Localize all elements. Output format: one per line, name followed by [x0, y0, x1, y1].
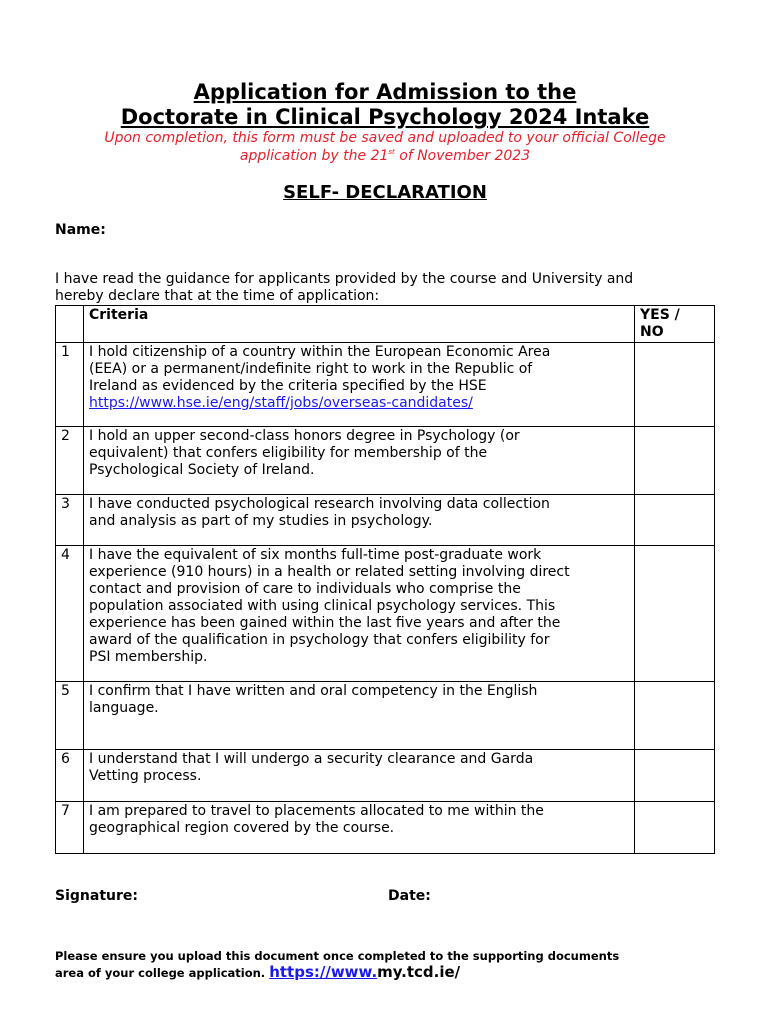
yes-no-answer-cell[interactable] — [635, 750, 715, 802]
criteria-text-line: award of the qualification in psychology that confers eligibility for — [89, 632, 550, 648]
criteria-number: 3 — [56, 495, 84, 546]
criteria-text-cell — [84, 546, 635, 682]
criteria-table — [55, 305, 715, 854]
document-title — [0, 80, 770, 130]
college-portal-link-rest[interactable]: my.tcd.ie/ — [377, 963, 461, 981]
criteria-text-line: I have conducted psychological research involving data collection — [89, 496, 550, 512]
criteria-text-line: Vetting process. — [89, 768, 202, 784]
declaration-intro — [55, 271, 720, 305]
yes-no-answer-cell[interactable] — [635, 682, 715, 750]
notice-line-2-post: of November 2023 — [394, 147, 531, 164]
criteria-text-line: PSI membership. — [89, 649, 208, 665]
criteria-text-cell — [84, 495, 635, 546]
criteria-text-line: I have the equivalent of six months full-time post-graduate work — [89, 547, 542, 563]
table-header-row — [56, 306, 715, 343]
intro-line-2: hereby declare that at the time of application: — [55, 288, 380, 304]
criteria-text-line: I understand that I will undergo a security clearance and Garda — [89, 751, 534, 767]
notice-line-2-pre: application by the 21 — [239, 147, 389, 164]
header-yes-label: YES / — [640, 307, 680, 323]
header-number-cell — [56, 306, 84, 343]
submission-notice — [0, 130, 770, 165]
notice-ordinal-suffix: st — [388, 147, 395, 156]
criteria-text-line: experience (910 hours) in a health or related setting involving direct — [89, 564, 570, 580]
criteria-text-line: equivalent) that confers eligibility for membership of the — [89, 445, 488, 461]
criteria-text-cell — [84, 750, 635, 802]
intro-line-1: I have read the guidance for applicants provided by the course and University and — [55, 271, 634, 287]
hse-overseas-candidates-link[interactable]: https://www.hse.ie/eng/staff/jobs/overseas-candidates/ — [89, 395, 473, 411]
criteria-number: 2 — [56, 427, 84, 495]
criteria-row — [56, 546, 715, 682]
criteria-text-cell — [84, 802, 635, 854]
notice-line-1: Upon completion, this form must be saved and uploaded to your official College — [104, 130, 666, 146]
criteria-text-cell — [84, 427, 635, 495]
criteria-row — [56, 495, 715, 546]
criteria-text-line: I confirm that I have written and oral competency in the English — [89, 683, 538, 699]
header-yes-no-cell — [635, 306, 715, 343]
header-no-label: NO — [640, 324, 664, 340]
header-criteria-label: Criteria — [89, 307, 149, 323]
criteria-number: 1 — [56, 343, 84, 427]
yes-no-answer-cell[interactable] — [635, 343, 715, 427]
criteria-number: 5 — [56, 682, 84, 750]
footer-line-1: Please ensure you upload this document once completed to the supporting documents — [55, 949, 620, 963]
date-label: Date: — [388, 888, 431, 904]
criteria-row — [56, 427, 715, 495]
title-line-2: Doctorate in Clinical Psychology 2024 Intake — [120, 105, 650, 129]
footer-line-2 — [55, 964, 735, 981]
criteria-text-cell — [84, 343, 635, 427]
yes-no-answer-cell[interactable] — [635, 427, 715, 495]
title-line-1: Application for Admission to the — [193, 80, 577, 104]
criteria-text-line: I hold an upper second-class honors degree in Psychology (or — [89, 428, 520, 444]
criteria-row — [56, 750, 715, 802]
criteria-text-line: I am prepared to travel to placements allocated to me within the — [89, 803, 544, 819]
yes-no-answer-cell[interactable] — [635, 802, 715, 854]
header-criteria-cell — [84, 306, 635, 343]
notice-line-2 — [0, 148, 770, 166]
criteria-number: 4 — [56, 546, 84, 682]
signature-label: Signature: — [55, 888, 138, 904]
criteria-text-line: Ireland as evidenced by the criteria specified by the HSE — [89, 378, 487, 394]
criteria-text-line: (EEA) or a permanent/indefinite right to work in the Republic of — [89, 361, 533, 377]
section-title: SELF- DECLARATION — [283, 182, 487, 203]
footer-instructions — [55, 948, 735, 981]
criteria-text-line: I hold citizenship of a country within the European Economic Area — [89, 344, 551, 360]
criteria-text-cell — [84, 682, 635, 750]
criteria-text-line: population associated with using clinical psychology services. This — [89, 598, 556, 614]
criteria-row — [56, 802, 715, 854]
criteria-text-line: geographical region covered by the course. — [89, 820, 395, 836]
criteria-number: 7 — [56, 802, 84, 854]
criteria-text-line: and analysis as part of my studies in psychology. — [89, 513, 433, 529]
criteria-text-line: Psychological Society of Ireland. — [89, 462, 315, 478]
yes-no-answer-cell[interactable] — [635, 495, 715, 546]
yes-no-answer-cell[interactable] — [635, 546, 715, 682]
criteria-text-line: contact and provision of care to individuals who comprise the — [89, 581, 521, 597]
criteria-text-line: experience has been gained within the last five years and after the — [89, 615, 561, 631]
criteria-row — [56, 343, 715, 427]
criteria-text-line: language. — [89, 700, 159, 716]
footer-line-2-text: area of your college application. — [55, 966, 270, 980]
name-label: Name: — [55, 222, 106, 238]
college-portal-link[interactable]: https://www. — [269, 963, 378, 981]
criteria-number: 6 — [56, 750, 84, 802]
criteria-row — [56, 682, 715, 750]
